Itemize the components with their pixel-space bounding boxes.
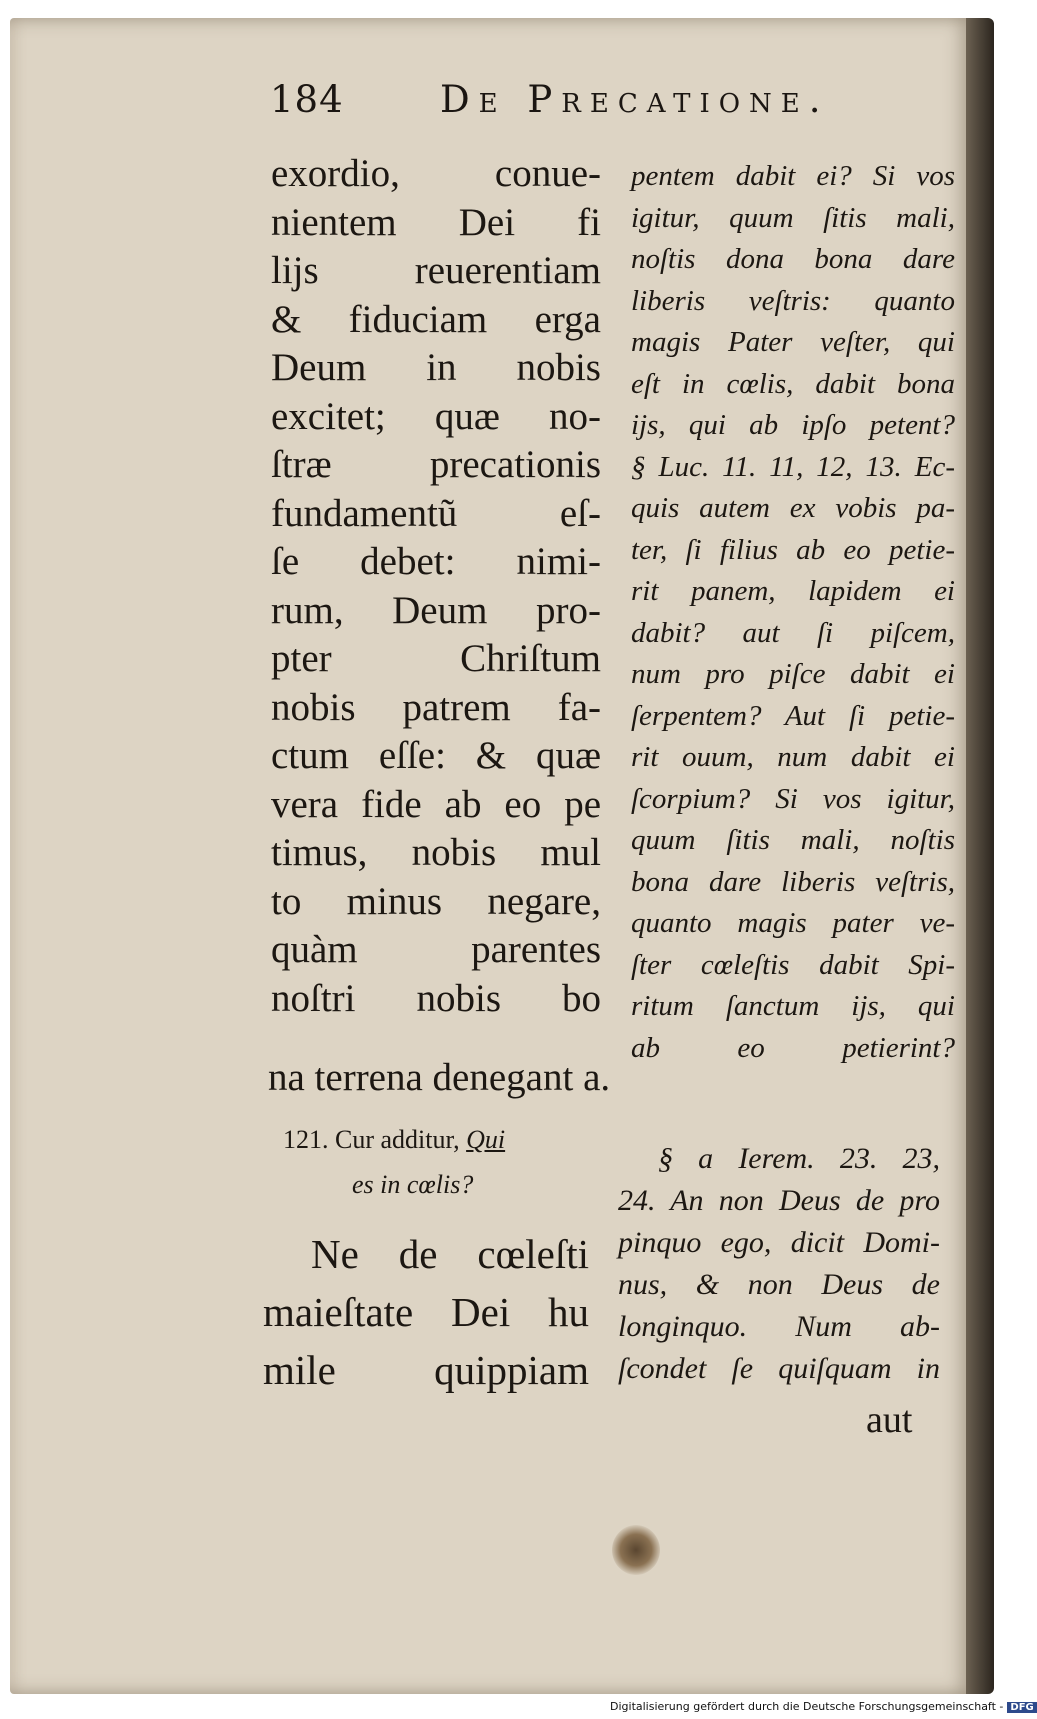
note-line: ſerpentem? Aut ſi petie- [631, 699, 955, 732]
note-line: noſtis dona bona dare [631, 243, 955, 275]
dfg-logo: DFG [1007, 1702, 1036, 1713]
note-line: pentem dabit ei? Si vos [631, 160, 955, 192]
question-text: Cur additur, [335, 1125, 460, 1154]
page-edge [966, 18, 994, 1694]
running-head: De Precatione. [440, 78, 830, 121]
text-line: fundamentũ eſ- [271, 491, 601, 535]
note-line: ritum ſanctum ijs, qui [631, 990, 955, 1022]
catchword: aut [866, 1399, 913, 1441]
text-line: Ne de cœleſti [311, 1231, 589, 1277]
question-emphasis: Qui [466, 1125, 506, 1154]
text-line: lijs reuerentiam [271, 249, 601, 292]
page-number: 184 [270, 78, 344, 121]
note-line: ſcorpium? Si vos igitur, [631, 782, 955, 815]
text-line: ſtræ precationis [271, 443, 601, 486]
scripture-note-column [631, 156, 955, 1069]
note-line: longinquo. Num ab- [618, 1310, 940, 1343]
note-line: ijs, qui ab ipſo petent? [631, 409, 955, 441]
note-line: quum ſitis mali, noſtis [631, 824, 955, 856]
note-line: ab eo petierint? [631, 1031, 955, 1064]
question-heading [283, 1125, 505, 1155]
scripture-note-column-2 [618, 1138, 940, 1390]
text-line: timus, nobis mul [271, 831, 601, 874]
text-line: ſe debet: nimi- [271, 540, 601, 583]
note-line: ſcondet ſe quiſquam in [618, 1352, 940, 1385]
note-line: dabit? aut ſi piſcem, [631, 616, 955, 649]
note-line: rit panem, lapidem ei [631, 575, 955, 607]
note-line: ſter cœleſtis dabit Spi- [631, 948, 955, 981]
text-line: noſtri nobis bo [271, 976, 601, 1020]
text-line: exordio, conue- [271, 152, 601, 195]
note-line: ter, ſi filius ab eo petie- [631, 533, 955, 566]
text-line: mile quippiam [263, 1347, 589, 1393]
note-line: pinquo ego, dicit Domi- [618, 1226, 940, 1259]
full-width-line: na terrena denegant a. [268, 1056, 611, 1099]
credit-text: Digitalisierung gefördert durch die Deutsche Forschungsgemeinschaft - [610, 1700, 1004, 1713]
page-header [270, 78, 850, 128]
text-line: & fiduciam erga [271, 297, 601, 341]
text-line: to minus negare, [271, 879, 601, 923]
paper-stain [612, 1525, 660, 1575]
text-line: quàm parentes [271, 928, 601, 971]
text-line: vera fide ab eo pe [271, 782, 601, 826]
note-line: magis Pater veſter, qui [631, 326, 955, 358]
text-line: excitet; quæ no- [271, 394, 601, 438]
note-line: rit ouum, num dabit ei [631, 741, 955, 773]
digitization-credit [610, 1700, 1037, 1713]
note-line: bona dare liberis veſtris, [631, 865, 955, 898]
text-line: rum, Deum pro- [271, 588, 601, 632]
text-line: maieſtate Dei hu [263, 1289, 589, 1335]
note-line: quis autem ex vobis pa- [631, 492, 955, 524]
text-line: nobis patrem fa- [271, 685, 601, 729]
question-subline: es in cœlis? [352, 1170, 474, 1199]
text-line: pter Chriſtum [271, 637, 601, 680]
note-line: liberis veſtris: quanto [631, 284, 955, 317]
note-line: eſt in cœlis, dabit bona [631, 367, 955, 400]
text-line: Deum in nobis [271, 346, 601, 389]
answer-text-column [263, 1225, 589, 1399]
note-line: igitur, quum ſitis mali, [631, 201, 955, 234]
note-line: § Luc. 11. 11, 12, 13. Ec- [631, 450, 955, 483]
text-line: ctum eſſe: & quæ [271, 734, 601, 777]
note-line: 24. An non Deus de pro [618, 1184, 940, 1217]
note-line: num pro piſce dabit ei [631, 658, 955, 690]
note-line: § a Ierem. 23. 23, [658, 1142, 940, 1175]
question-number: 121. [283, 1125, 329, 1154]
note-line: nus, & non Deus de [618, 1268, 940, 1301]
note-line: quanto magis pater ve- [631, 907, 955, 939]
main-text-column [271, 150, 601, 1023]
text-line: nientem Dei fi [271, 200, 601, 244]
